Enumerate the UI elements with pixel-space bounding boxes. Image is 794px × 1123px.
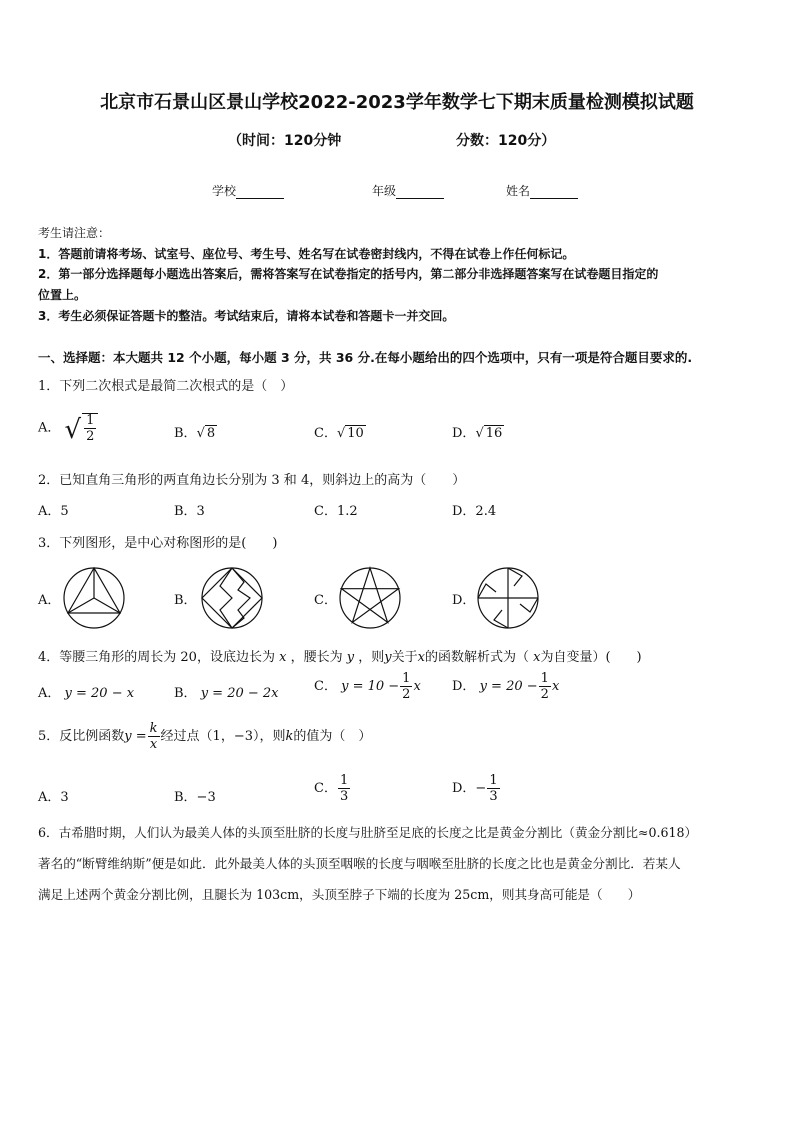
figure-d-swastika-circle bbox=[476, 566, 540, 630]
grade-field bbox=[372, 182, 444, 199]
figure-b-square-circle bbox=[200, 566, 264, 630]
q6-line-1: 6．古希腊时期，人们认为最美人体的头顶至肚脐的长度与肚脐至足底的长度之比是黄金分割比（黄金分割比≈0.618） bbox=[38, 825, 698, 840]
school-field bbox=[212, 182, 284, 199]
q5-option-d: D．− $\frac{1}{3}$ bbox=[452, 773, 498, 804]
q3-stem: 3．下列图形，是中心对称图形的是( ) bbox=[38, 536, 278, 551]
q4-option-a: A． y = 20 − x bbox=[38, 686, 135, 701]
q5-option-b: B．−3 bbox=[174, 790, 216, 805]
name-field bbox=[506, 182, 578, 199]
exam-time: （时间：120分钟 bbox=[228, 133, 342, 149]
figure-c-star-circle bbox=[338, 566, 402, 630]
school-label: 学校 bbox=[212, 184, 237, 198]
q1-option-b: B．√ 8 bbox=[174, 426, 216, 441]
section-heading: 一、选择题：本大题共 12 个小题，每小题 3 分，共 36 分.在每小题给出的四个选项中，只有一项是符合题目要求的. bbox=[38, 350, 693, 365]
q6-line-2: 著名的“断臂维纳斯”便是如此．此外最美人体的头顶至咽喉的长度与咽喉至肚脐的长度之比也是黄金分割比．若某人 bbox=[38, 856, 681, 871]
note-2-cont: 位置上。 bbox=[38, 288, 87, 302]
q1-stem: 1．下列二次根式是最简二次根式的是（ ） bbox=[38, 379, 294, 394]
q3-label-c: C． bbox=[314, 593, 337, 608]
q4-option-d: D． y = 20 − $\frac{1}{2}$ x bbox=[452, 671, 560, 702]
name-label: 姓名 bbox=[506, 184, 531, 198]
q3-label-d: D． bbox=[452, 593, 476, 608]
q4-option-b: B． y = 20 − 2x bbox=[174, 686, 279, 701]
grade-label: 年级 bbox=[372, 184, 397, 198]
q6-line-3: 满足上述两个黄金分割比例，且腿长为 103cm，头顶至脖子下端的长度为 25cm，则其身高可能是（ ） bbox=[38, 887, 641, 902]
page-title: 北京市石景山区景山学校2022-2023学年数学七下期末质量检测模拟试题 bbox=[100, 92, 694, 113]
q1-option-d: D．√ 16 bbox=[452, 426, 503, 441]
note-2: 2．第一部分选择题每小题选出答案后，需将答案写在试卷指定的括号内，第二部分非选择题答案写在试卷题目指定的 bbox=[38, 267, 659, 281]
figure-a-triangle-circle bbox=[62, 566, 126, 630]
exam-score: 分数：120分） bbox=[456, 133, 556, 149]
sqrt-half: √ $\frac{1}{2}$ bbox=[65, 413, 100, 443]
q2-option-d: D．2.4 bbox=[452, 504, 497, 519]
q5-option-c: C． $\frac{1}{3}$ bbox=[314, 773, 349, 804]
q1-option-c: C．√ 10 bbox=[314, 426, 364, 441]
q4-option-c: C． y = 10 − $\frac{1}{2}$ x bbox=[314, 671, 421, 702]
q1-option-a: A． √ $\frac{1}{2}$ bbox=[38, 413, 99, 443]
q2-option-c: C．1.2 bbox=[314, 504, 358, 519]
q5-stem: 5．反比例函数y = $\frac{k}{x}$ 经过点（1，−3），则k的值为（ ） bbox=[38, 721, 372, 752]
q5-option-a: A．3 bbox=[38, 790, 69, 805]
q3-label-b: B． bbox=[174, 593, 197, 608]
name-blank bbox=[530, 186, 578, 199]
q2-option-b: B．3 bbox=[174, 504, 205, 519]
q4-stem: 4．等腰三角形的周长为 20，设底边长为 x ，腰长为 y ，则y关于x的函数解析式为（ x为自变量）( ) bbox=[38, 650, 642, 665]
grade-blank bbox=[396, 186, 444, 199]
q2-option-a: A．5 bbox=[38, 504, 69, 519]
q2-stem: 2．已知直角三角形的两直角边长分别为 3 和 4，则斜边上的高为（ ） bbox=[38, 473, 466, 488]
q3-label-a: A． bbox=[38, 593, 61, 608]
notes-heading: 考生请注意： bbox=[38, 226, 111, 240]
note-3: 3．考生必须保证答题卡的整洁。考试结束后，请将本试卷和答题卡一并交回。 bbox=[38, 309, 455, 323]
note-1: 1．答题前请将考场、试室号、座位号、考生号、姓名写在试卷密封线内，不得在试卷上作任何标记。 bbox=[38, 247, 575, 261]
school-blank bbox=[236, 186, 284, 199]
